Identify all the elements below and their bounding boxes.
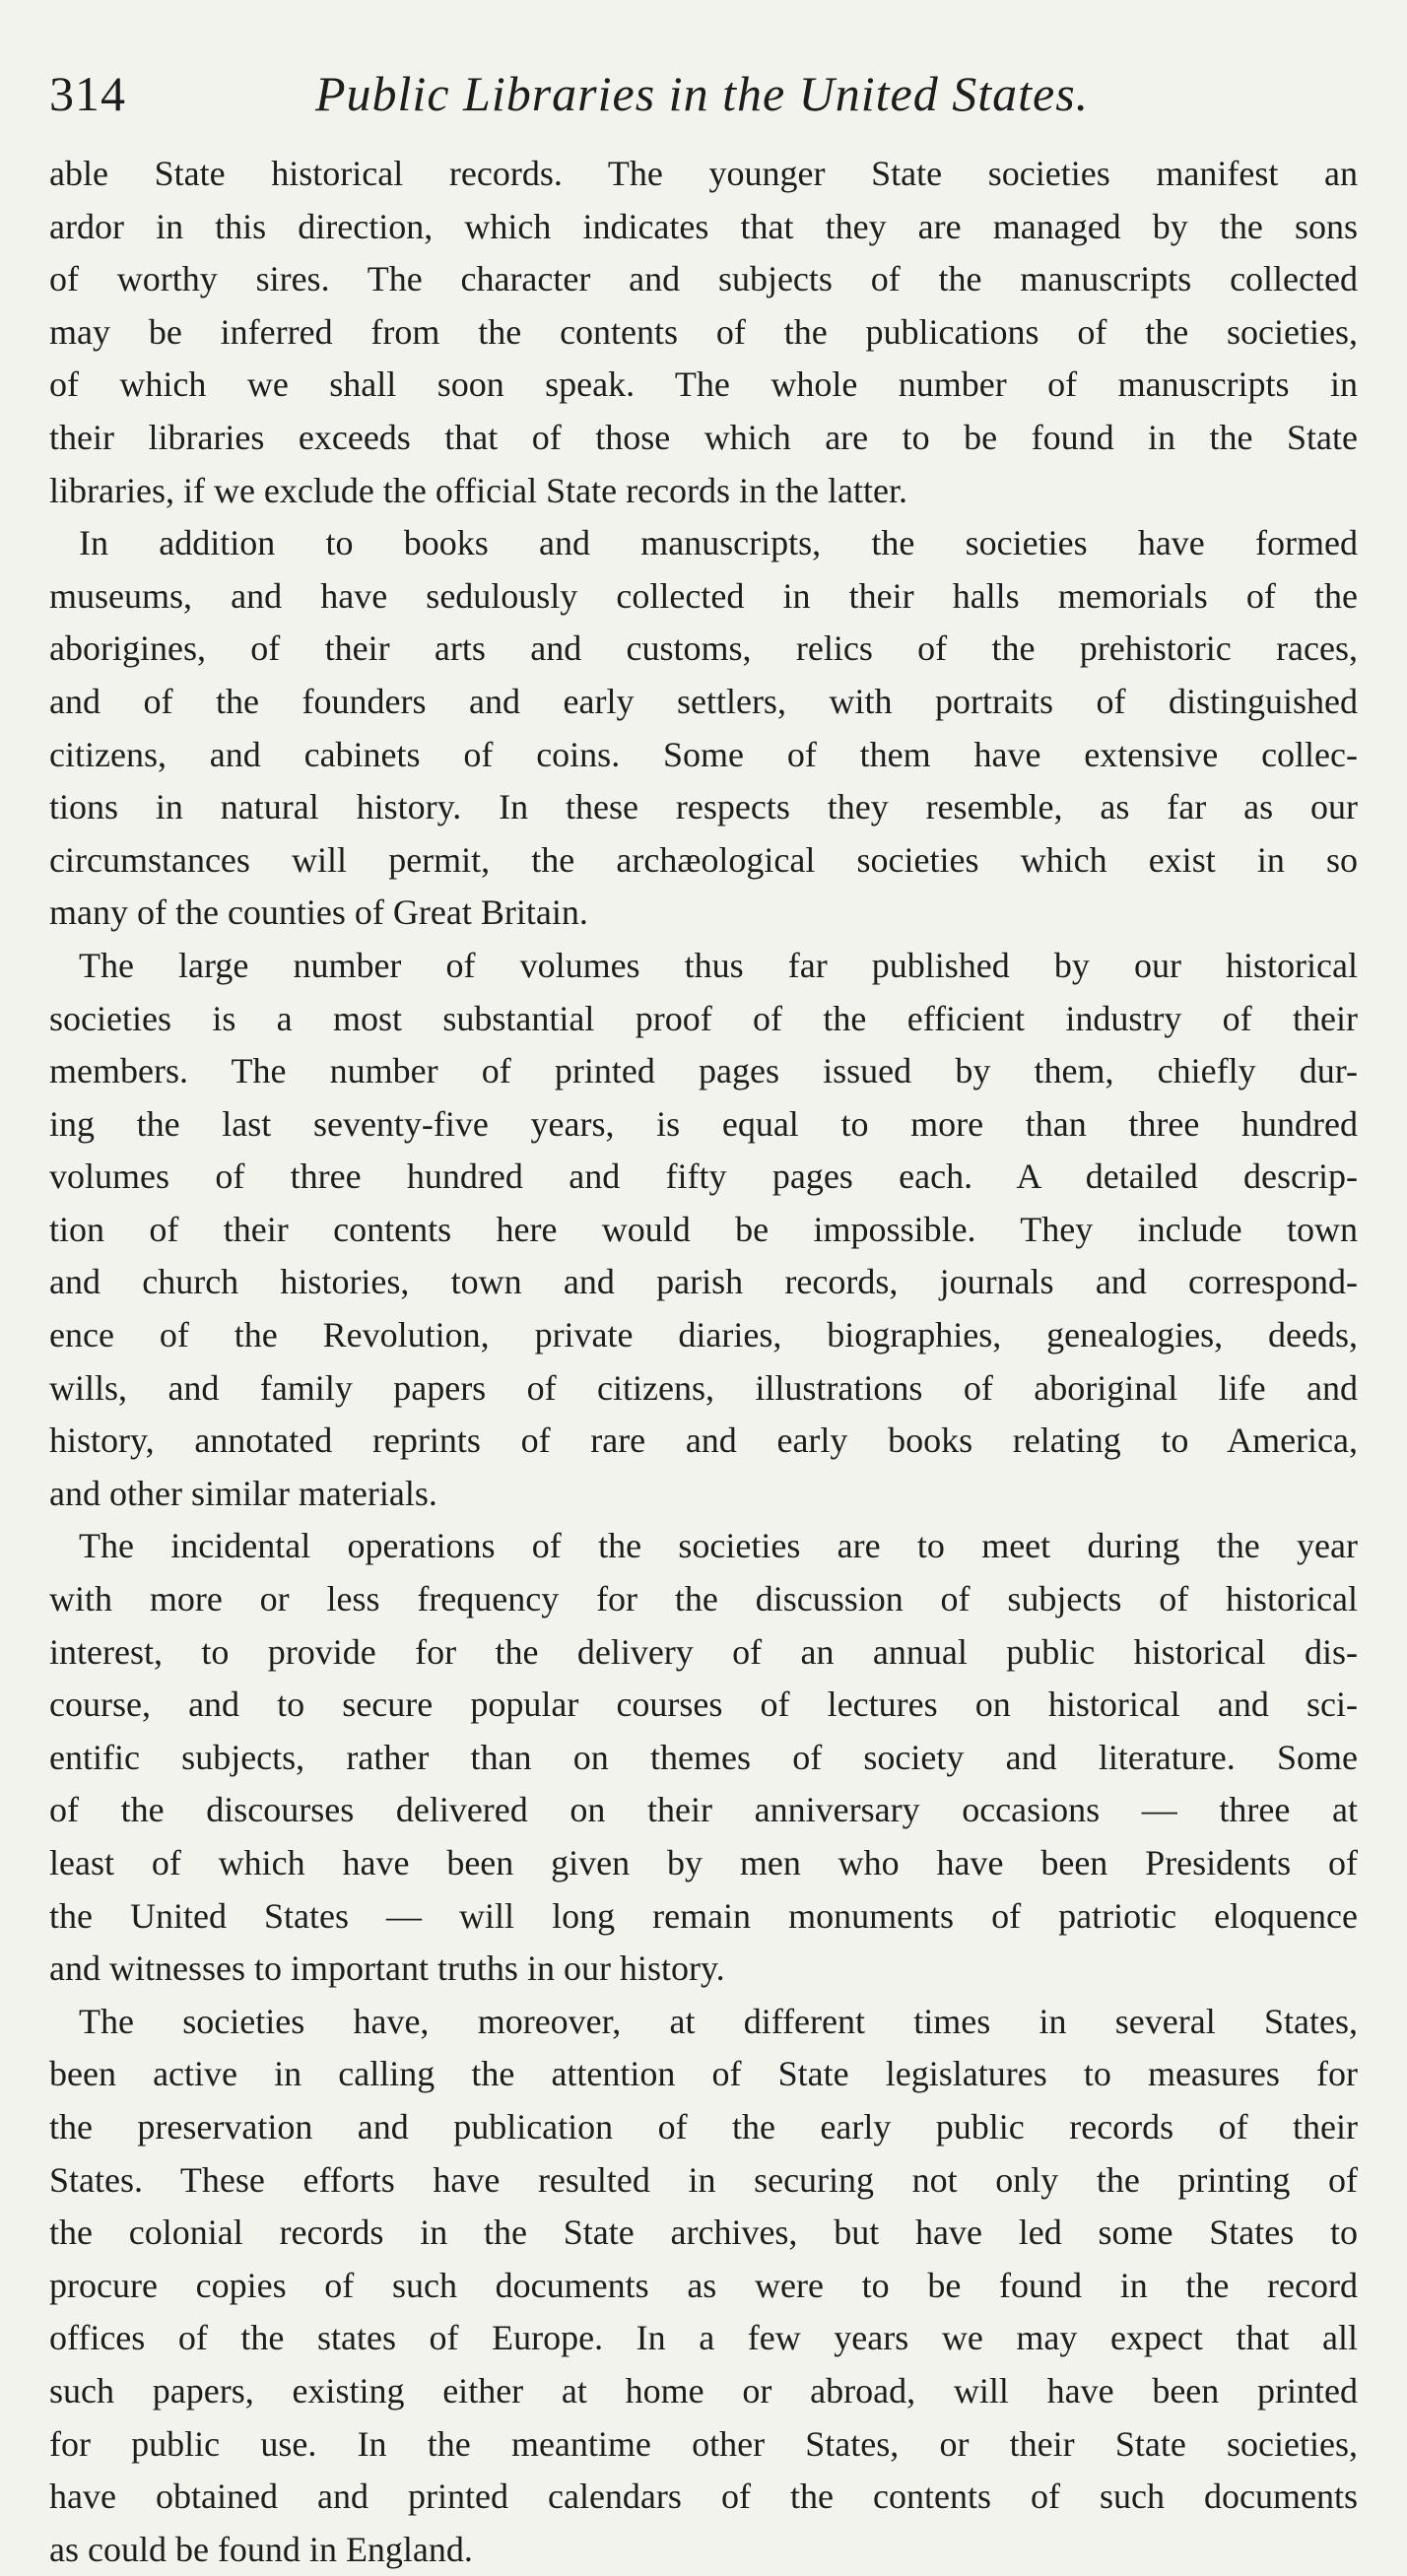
text-line: the colonial records in the State archives, but have led some States to [49,2213,1358,2253]
book-page [49,59,1358,2569]
text-line: and of the founders and early settlers, with portraits of distinguished [49,681,1358,721]
paragraph [49,940,1358,1521]
body-text [49,148,1358,2576]
text-line: as could be found in England. [49,2529,473,2569]
text-line: the preservation and publication of the early public records of their [49,2106,1358,2147]
text-line: offices of the states of Europe. In a few years we may expect that all [49,2318,1358,2358]
text-line: course, and to secure popular courses of lectures on historical and sci- [49,1684,1358,1725]
text-line: libraries, if we exclude the official State records in the latter. [49,470,907,510]
text-line: their libraries exceeds that of those which are to be found in the State [49,417,1358,457]
page-header [49,59,1358,128]
text-line: wills, and family papers of citizens, illustrations of aboriginal life and [49,1367,1358,1408]
running-title: Public Libraries in the United States. [315,66,1090,121]
text-line: history, annotated reprints of rare and early books relating to America, [49,1420,1358,1461]
text-line: such papers, existing either at home or abroad, will have been printed [49,2370,1358,2411]
text-line: of which we shall soon speak. The whole number of manuscripts in [49,364,1358,405]
text-line: with more or less frequency for the discussion of subjects of historical [49,1579,1358,1619]
text-line: tions in natural history. In these respects they resemble, as far as our [49,787,1358,827]
text-line: volumes of three hundred and fifty pages each. A detailed descrip- [49,1156,1358,1197]
paragraph [49,148,1358,517]
text-line: The societies have, moreover, at different times in several States, [79,2001,1358,2041]
text-line: States. These efforts have resulted in securing not only the printing of [49,2159,1358,2200]
text-line: societies is a most substantial proof of the efficient industry of their [49,998,1358,1038]
page-number: 314 [49,66,126,121]
text-line: interest, to provide for the delivery of an annual public historical dis- [49,1631,1358,1672]
text-line: been active in calling the attention of State legislatures to measures for [49,2054,1358,2094]
text-line: members. The number of printed pages issued by them, chiefly dur- [49,1051,1358,1091]
text-line: and other similar materials. [49,1473,437,1513]
text-line: procure copies of such documents as were to be found in the record [49,2265,1358,2305]
text-line: least of which have been given by men who have been Presidents of [49,1843,1358,1882]
text-line: circumstances will permit, the archæological societies which exist in so [49,839,1358,880]
text-line: of the discourses delivered on their anniversary occasions — three at [49,1790,1358,1830]
text-line: have obtained and printed calendars of the contents of such documents [49,2477,1358,2517]
text-line: able State historical records. The younger State societies manifest an [49,154,1358,193]
text-line: tion of their contents here would be impossible. They include town [49,1209,1358,1249]
paragraph [49,1520,1358,1995]
text-line: may be inferred from the contents of the publications of the societies, [49,311,1358,352]
text-line: entific subjects, rather than on themes of society and literature. Some [49,1737,1358,1777]
text-line: ing the last seventy-five years, is equal to more than three hundred [49,1103,1358,1144]
text-line: for public use. In the meantime other States, or their State societies, [49,2423,1358,2464]
text-line: The incidental operations of the societies are to meet during the year [79,1526,1358,1566]
text-line: and witnesses to important truths in our history. [49,1949,725,1989]
text-line: of worthy sires. The character and subjects of the manuscripts collected [49,259,1358,299]
text-line: citizens, and cabinets of coins. Some of them have extensive collec- [49,734,1358,774]
text-line: The large number of volumes thus far published by our historical [79,945,1358,985]
text-line: In addition to books and manuscripts, the societies have formed [79,523,1358,563]
paragraph [49,517,1358,940]
text-line: the United States — will long remain monuments of patriotic eloquence [49,1895,1358,1936]
text-line: ardor in this direction, which indicates that they are managed by the sons [49,206,1358,246]
text-line: and church histories, town and parish records, journals and correspond- [49,1262,1358,1302]
text-line: aborigines, of their arts and customs, relics of the prehistoric races, [49,628,1358,669]
paragraph [49,1996,1358,2576]
text-line: museums, and have sedulously collected in their halls memorials of the [49,575,1358,616]
text-line: ence of the Revolution, private diaries, biographies, genealogies, deeds, [49,1315,1358,1355]
text-line: many of the counties of Great Britain. [49,892,588,933]
